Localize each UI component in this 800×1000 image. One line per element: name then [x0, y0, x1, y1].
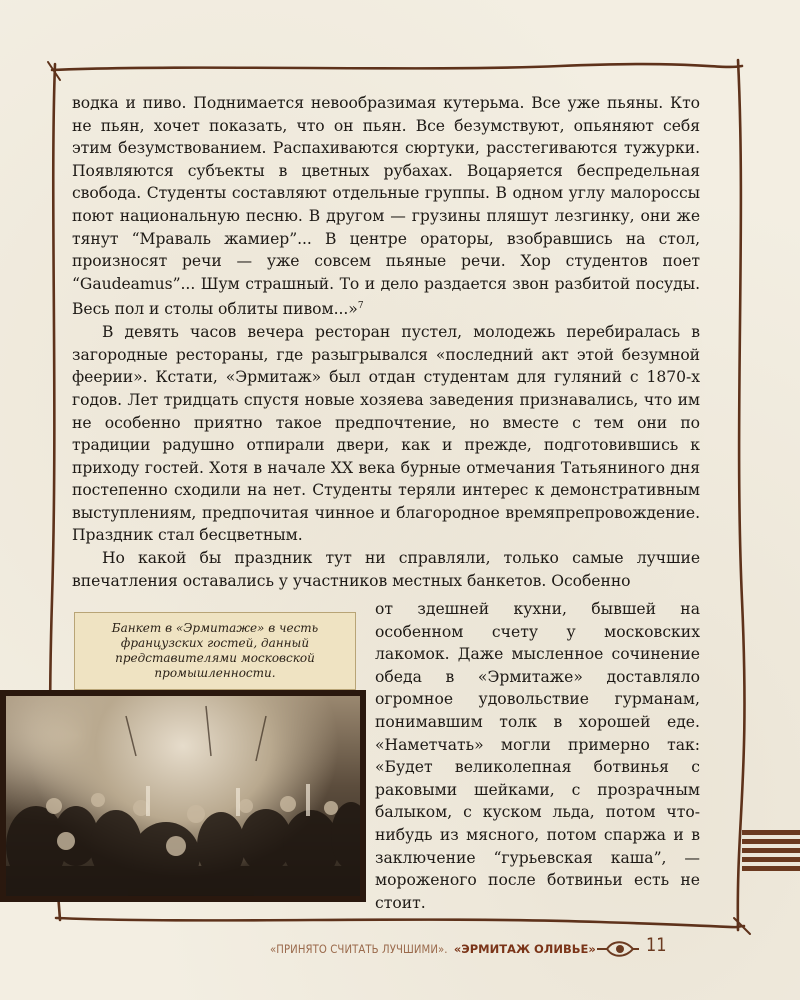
main-article-text — [72, 92, 700, 592]
photo-caption: Банкет в «Эрмитаже» в честь французских гостей, данный представителями московской промышленности. — [111, 621, 319, 680]
banquet-photo-image — [6, 696, 360, 896]
paragraph-3: Но какой бы праздник тут ни справляли, только самые лучшие впечатления оставались у участников местных банкетов. Особенно — [72, 549, 700, 590]
photo-caption-box — [74, 612, 356, 690]
footer-book-title: «ЭРМИТАЖ ОЛИВЬЕ» — [453, 942, 596, 956]
footnote-reference[interactable]: 7 — [357, 301, 364, 312]
banquet-photo — [0, 690, 366, 902]
running-title — [270, 942, 610, 956]
eye-icon — [595, 934, 641, 962]
page-footer — [270, 934, 690, 964]
wrapped-paragraph — [375, 598, 700, 914]
paragraph-1: водка и пиво. Поднимается невообразимая кутерьма. Все уже пьяны. Кто не пьян, хочет показать, что он пьян. Все безумствуют, опьяняют себя этим безумствованием. Распахиваются сюртуки, расстегиваются тужурки. Появляются субъекты в цветных рубахах. Воцаряется беспредельная свобода. Студенты составляют отдельные группы. В одном углу малороссы поют национальную песню. В другом — грузины пляшут лезгинку, они же тянут “Мраваль жамиер”... В центре ораторы, взобравшись на стол, произносят речи — уже совсем пьяные речи. Хор студентов поет “Gaudeamus”... Шум страшный. То и дело раздается звон разбитой посуды. Весь пол и столы облиты пивом...»$^7$ — [72, 94, 700, 319]
paragraph-2: В девять часов вечера ресторан пустел, молодежь перебиралась в загородные рестораны, где разыгрывался «последний акт этой безумной феерии». Кстати, «Эрмитаж» был отдан студентам для гуляний с 1870-х годов. Лет тридцать спустя новые хозяева заведения признавались, что им не особенно приятно такое предпочтение, но вместе с тем они по традиции радушно отпирали двери, как и прежде, подготовившись к приходу гостей. Хотя в начале XX века бурные отмечания Татьяниного дня постепенно сходили на нет. Студенты теряли интерес к демонстративным выступлениям, предпочитая чинное и благородное времяпрепровождение. Праздник стал бесцветным. — [72, 323, 700, 545]
page-number: 11 — [646, 934, 667, 956]
paragraph-4: от здешней кухни, бывшей на особенном счету у московских лакомок. Даже мысленное сочинение обеда в «Эрмитаже» доставляло огромное удовольствие гурманам, понимавшим толк в хорошей еде. «Наметчать» могли примерно так: «Будет великолепная ботвинья с раковыми шейками, с прозрачным балыком, с куском льда, потом что-нибудь из мясного, потом спаржа и в заключение “гурьевская каша”, — мороженого после ботвиньи есть не стоит. — [375, 600, 700, 912]
decorative-stripes — [742, 830, 800, 875]
footer-series-title: «ПРИНЯТО СЧИТАТЬ ЛУЧШИМИ». — [270, 942, 448, 956]
